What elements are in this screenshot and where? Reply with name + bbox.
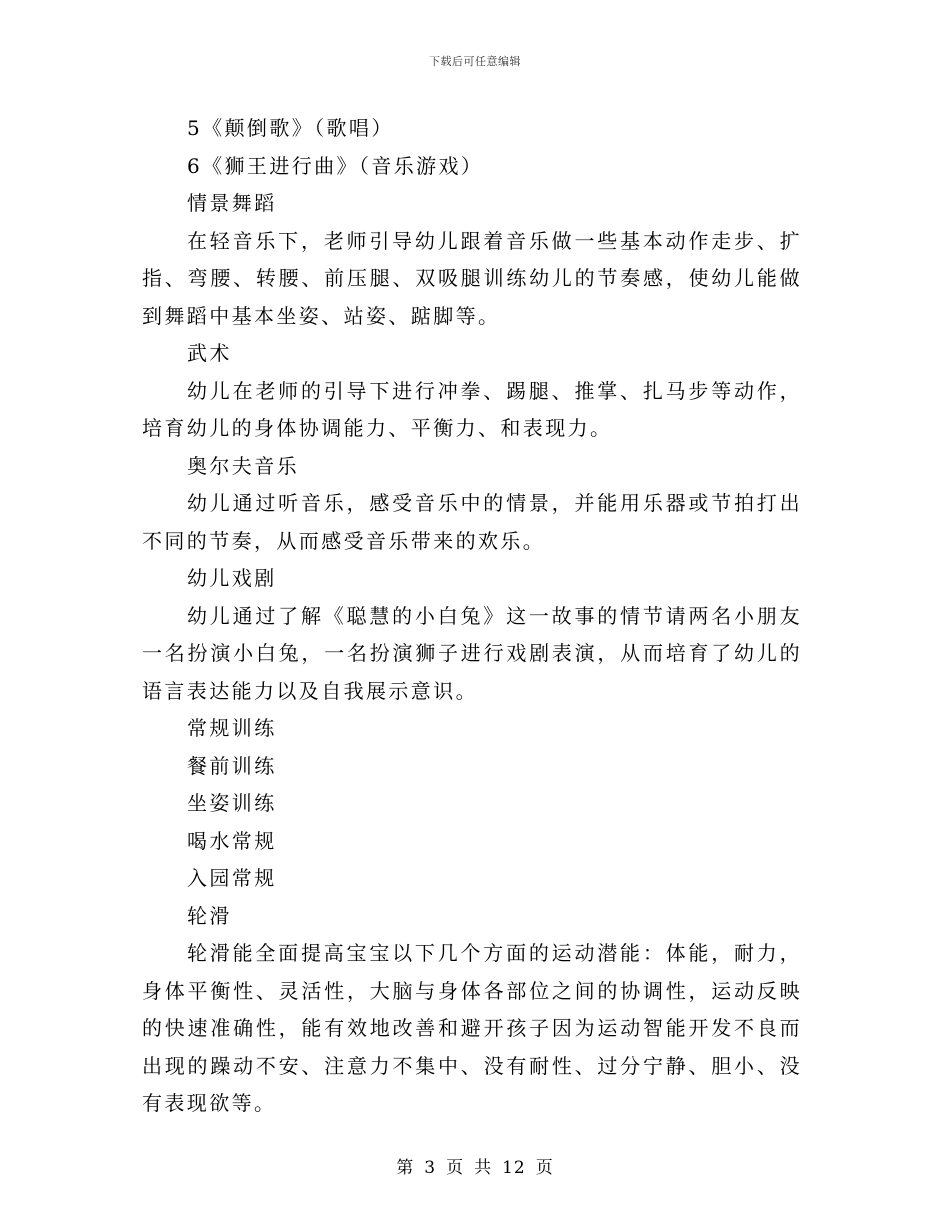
routine-item: 餐前训练: [187, 753, 277, 778]
section-heading-dance: 情景舞蹈: [187, 191, 277, 215]
routine-item: 坐姿训练: [187, 791, 277, 815]
paragraph-drama: 幼儿通过了解《聪慧的小白兔》这一故事的情节请两名小朋友一名扮演小白兔，一名扮演狮子进行戏剧表演，从而培育了幼儿的语言表达能力以及自我展示意识。: [142, 603, 802, 703]
paragraph-orff: 幼儿通过听音乐，感受音乐中的情景，并能用乐器或节拍打出不同的节奏，从而感受音乐带来的欢乐。: [142, 491, 802, 553]
routine-item: 入园常规: [187, 866, 277, 890]
section-heading-routine: 常规训练: [187, 716, 277, 740]
page-header: 下载后可任意编辑: [429, 55, 521, 68]
footer-label-total: 共: [474, 1158, 493, 1178]
footer-label-unit2: 页: [535, 1158, 554, 1178]
paragraph-wushu: 幼儿在老师的引导下进行冲拳、踢腿、推掌、扎马步等动作，培育幼儿的身体协调能力、平衡力、和表现力。: [142, 378, 802, 440]
section-heading-skating: 轮滑: [187, 903, 232, 928]
section-heading-orff: 奥尔夫音乐: [187, 453, 299, 478]
current-page-number: 3: [424, 1158, 437, 1178]
section-heading-wushu: 武术: [187, 341, 232, 365]
page-footer: [0, 1153, 950, 1178]
routine-item: 喝水常规: [187, 828, 277, 853]
footer-label-unit: 页: [446, 1158, 465, 1178]
total-pages-number: 12: [502, 1158, 526, 1178]
section-heading-drama: 幼儿戏剧: [187, 566, 277, 590]
paragraph-dance: 在轻音乐下，老师引导幼儿跟着音乐做一些基本动作走步、扩指、弯腰、转腰、前压腿、双吸腿训练幼儿的节奏感，使幼儿能做到舞蹈中基本坐姿、站姿、踮脚等。: [142, 228, 802, 328]
list-item-5: 5《颠倒歌》（歌唱）: [187, 116, 394, 140]
footer-label-page: 第: [396, 1158, 415, 1178]
paragraph-skating: 轮滑能全面提高宝宝以下几个方面的运动潜能：体能，耐力，身体平衡性、灵活性，大脑与身体各部位之间的协调性，运动反映的快速准确性，能有效地改善和避开孩子因为运动智能开发不良而出现的躁动不安、注意力不集中、没有耐性、过分宁静、胆小、没有表现欲等。: [142, 941, 802, 1115]
document-body: [142, 110, 802, 1123]
list-item-6: 6《狮王进行曲》（音乐游戏）: [187, 153, 484, 178]
